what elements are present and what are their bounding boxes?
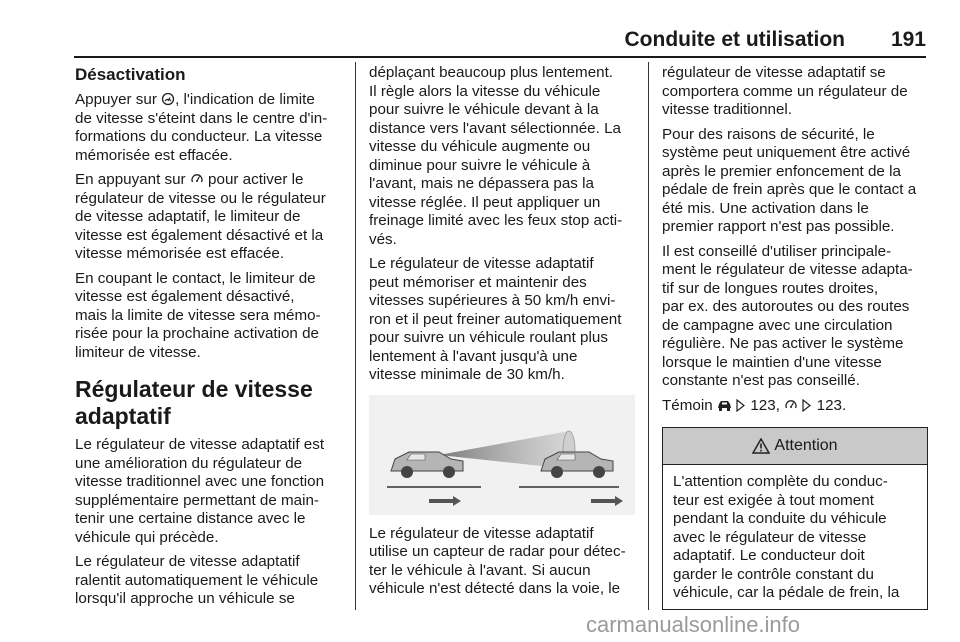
- car-indicator-icon: [717, 399, 732, 412]
- text-line: Il est conseillé d'utiliser principale-: [662, 242, 892, 260]
- text-line: Le régulateur de vitesse adaptatif: [369, 524, 594, 542]
- text-line: risée pour la prochaine activation de: [75, 325, 319, 342]
- text-line: vitesse est également désactivé et la: [75, 226, 324, 244]
- paragraph: [662, 64, 928, 120]
- text-line: l'avant, mais ne dépassera pas la: [369, 175, 594, 192]
- page-header: [0, 26, 960, 56]
- text-line: L'attention complète du conduc-: [673, 473, 888, 490]
- cruise-control-icon: [190, 172, 204, 186]
- speed-limiter-icon: [161, 92, 175, 106]
- text-line: tenir une certaine distance avec le: [75, 510, 306, 527]
- text-line: supplémentaire permettant de main-: [75, 491, 319, 509]
- text-line: de vitesse adaptatif, le limiteur de: [75, 208, 301, 225]
- text-line: système peut uniquement être activé: [662, 144, 911, 161]
- direction-arrow: [591, 496, 623, 506]
- text-line: En appuyant sur pour activer le: [75, 171, 304, 188]
- text-line: mémorisée est effacée.: [75, 146, 233, 164]
- text-line: été mis. Une activation dans le: [662, 199, 869, 217]
- direction-arrow: [429, 496, 461, 506]
- text-line: déplaçant beaucoup plus lentement.: [369, 64, 614, 81]
- text-line: pour suivre le véhicule devant à la: [369, 101, 599, 118]
- warning-triangle-icon: [752, 438, 770, 454]
- text-line: ment le régulateur de vitesse adapta-: [662, 261, 913, 278]
- text-line: Le régulateur de vitesse adaptatif: [75, 553, 300, 570]
- column-divider: [355, 62, 356, 610]
- text-line: ron et il peut freiner automatiquement: [369, 310, 622, 328]
- text-line: ter le véhicule à l'avant. Si aucun: [369, 561, 591, 579]
- text-line: lentement à l'avant jusqu'à une: [369, 347, 578, 365]
- text-line: vitesse mémorisée est effacée.: [75, 245, 285, 262]
- text-line: par ex. des autoroutes ou des routes: [662, 298, 910, 315]
- text-line: vés.: [369, 230, 397, 248]
- text-line: Le régulateur de vitesse adaptatif est: [75, 436, 325, 453]
- text-line: pour suivre un véhicule roulant plus: [369, 329, 608, 346]
- attention-body: [663, 465, 927, 609]
- paragraph: [662, 126, 928, 237]
- paragraph: [369, 255, 635, 385]
- page-reference-icon[interactable]: [736, 399, 746, 412]
- text-line: vitesses supérieures à 50 km/h envi-: [369, 292, 616, 309]
- temoin-label: Témoin: [662, 396, 713, 414]
- text-line: vitesse du véhicule augmente ou: [369, 138, 591, 155]
- text-line: distance vers l'avant sélectionnée. La: [369, 119, 621, 137]
- text-line: régulière. Ne pas activer le système: [662, 335, 904, 352]
- text-line: ralentit automatiquement le véhicule: [75, 571, 319, 589]
- text-line: comportera comme un régulateur de: [662, 82, 908, 100]
- column-3: [662, 64, 928, 610]
- page-reference-icon[interactable]: [802, 399, 812, 412]
- paragraph: [75, 270, 343, 363]
- attention-box: [662, 427, 928, 610]
- chapter-title: Conduite et utilisation: [624, 28, 845, 51]
- text-line: diminue pour suivre le véhicule à: [369, 156, 591, 174]
- text-line: vitesse traditionnel.: [662, 101, 793, 118]
- text-line: constante n'est pas conseillé.: [662, 372, 860, 389]
- text-line: Pour des raisons de sécurité, le: [662, 125, 875, 143]
- temoin-line: Témoin 123, 123.: [662, 396, 847, 414]
- text-line: de campagne avec une circulation: [662, 316, 893, 334]
- text-line: Le régulateur de vitesse adaptatif: [369, 255, 594, 272]
- attention-header: [663, 428, 927, 465]
- paragraph: [369, 64, 635, 249]
- column-2: [369, 64, 635, 605]
- text-line: vitesse minimale de 30 km/h.: [369, 366, 565, 383]
- attention-title: Attention: [774, 436, 838, 454]
- text-line: pendant la conduite du véhicule: [673, 510, 887, 527]
- radar-illustration: [369, 395, 635, 515]
- paragraph: [75, 553, 343, 609]
- text-line: Il règle alors la vitesse du véhicule: [369, 82, 601, 100]
- text-line: adaptatif. Le conducteur doit: [673, 547, 865, 564]
- text-line: En coupant le contact, le limiteur de: [75, 269, 316, 287]
- header-rule: [74, 56, 926, 58]
- page-reference[interactable]: 123: [816, 396, 842, 414]
- paragraph: [75, 436, 343, 547]
- paragraph: [75, 91, 343, 165]
- text-line: régulateur de vitesse ou le régulateur: [75, 189, 326, 207]
- text-line: peut mémoriser et maintenir des: [369, 273, 587, 291]
- text-line: tif sur de longues routes droites,: [662, 279, 879, 297]
- text-line: avec le régulateur de vitesse: [673, 528, 867, 546]
- text-line: véhicule qui précède.: [75, 528, 219, 546]
- paragraph: [75, 171, 343, 264]
- text-line: garder le contrôle constant du: [673, 565, 874, 583]
- deactivation-heading: Désactivation: [75, 65, 186, 84]
- text-line: véhicule, car la pédale de frein, la: [673, 584, 900, 601]
- text-line: lorsqu'il approche un véhicule se: [75, 590, 295, 607]
- text-line: mais la limite de vitesse sera mémo-: [75, 306, 321, 324]
- watermark: carmanualsonline.info: [586, 612, 801, 637]
- paragraph: [662, 243, 928, 391]
- text-line: vitesse traditionnel avec une fonction: [75, 473, 325, 490]
- paragraph: [369, 525, 635, 599]
- text-line: vitesse est également désactivé,: [75, 288, 295, 305]
- text-line: une amélioration du régulateur de: [75, 454, 303, 472]
- text-line: après le premier enfoncement de la: [662, 162, 901, 180]
- text-line: régulateur de vitesse adaptatif se: [662, 64, 886, 81]
- text-line: premier rapport n'est pas possible.: [662, 218, 895, 235]
- text-line: freinage limité avec les feux stop acti-: [369, 212, 623, 229]
- vehicle-ahead-icon: [541, 452, 613, 478]
- text-line: limiteur de vitesse.: [75, 343, 201, 361]
- text-line: utilise un capteur de radar pour détec-: [369, 543, 626, 560]
- radar-diagram: [369, 395, 635, 515]
- text-line: lorsque le maintien d'une vitesse: [662, 353, 882, 371]
- page-number: 191: [890, 28, 926, 51]
- text-line: vitesse réglée. Il peut appliquer un: [369, 193, 601, 211]
- column-divider: [648, 62, 649, 610]
- column-1: [75, 64, 343, 615]
- page-reference[interactable]: 123: [750, 396, 776, 414]
- cruise-control-icon: [784, 398, 798, 412]
- text-line: formations du conducteur. La vitesse: [75, 128, 323, 145]
- text-line: véhicule n'est détecté dans la voie, le: [369, 580, 621, 597]
- text-line: pédale de frein après que le contact a: [662, 181, 917, 198]
- text-line: Appuyer sur , l'indication de limite: [75, 91, 315, 108]
- section-title: Régulateur de vitesse adaptatif: [75, 376, 313, 429]
- text-line: teur est exigée à tout moment: [673, 491, 874, 509]
- text-line: de vitesse s'éteint dans le centre d'in-: [75, 109, 328, 127]
